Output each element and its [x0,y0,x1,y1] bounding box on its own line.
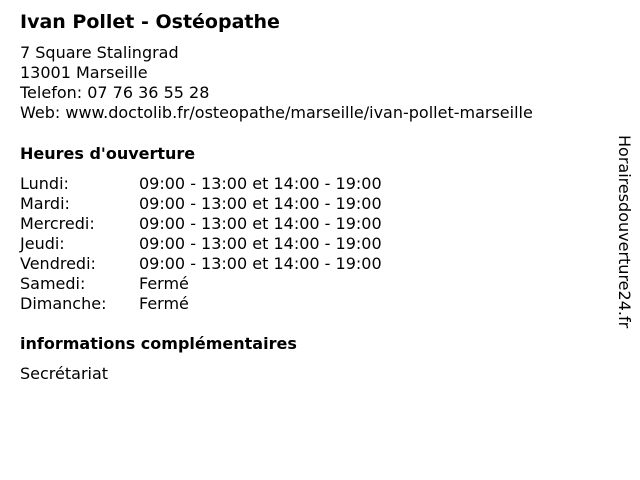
business-card [20,0,600,480]
watermark-text: Horairesdouverture24.fr [615,135,634,329]
day-label: Mardi: [20,194,70,213]
additional-info-text: Secrétariat [20,364,109,383]
day-label: Vendredi: [20,254,96,273]
page-title: Ivan Pollet - Ostéopathe [20,11,280,33]
day-label: Samedi: [20,274,86,293]
time-value: 09:00 - 13:00 et 14:00 - 19:00 [139,214,382,233]
day-label: Dimanche: [20,294,107,313]
time-value: 09:00 - 13:00 et 14:00 - 19:00 [139,254,382,273]
city-address: 13001 Marseille [20,63,148,82]
time-value: Fermé [139,274,189,293]
opening-hours-heading: Heures d'ouverture [20,144,196,163]
website-link[interactable]: Web: www.doctolib.fr/osteopathe/marseille/ivan-pollet-marseille [20,103,533,122]
day-label: Lundi: [20,174,69,193]
phone-number: Telefon: 07 76 36 55 28 [20,83,210,102]
time-value: 09:00 - 13:00 et 14:00 - 19:00 [139,174,382,193]
time-value: Fermé [139,294,189,313]
day-label: Jeudi: [20,234,65,253]
street-address: 7 Square Stalingrad [20,43,179,62]
site-watermark [614,135,634,345]
day-label: Mercredi: [20,214,95,233]
additional-info-heading: informations complémentaires [20,334,297,353]
time-value: 09:00 - 13:00 et 14:00 - 19:00 [139,194,382,213]
time-value: 09:00 - 13:00 et 14:00 - 19:00 [139,234,382,253]
address-block [20,43,533,123]
